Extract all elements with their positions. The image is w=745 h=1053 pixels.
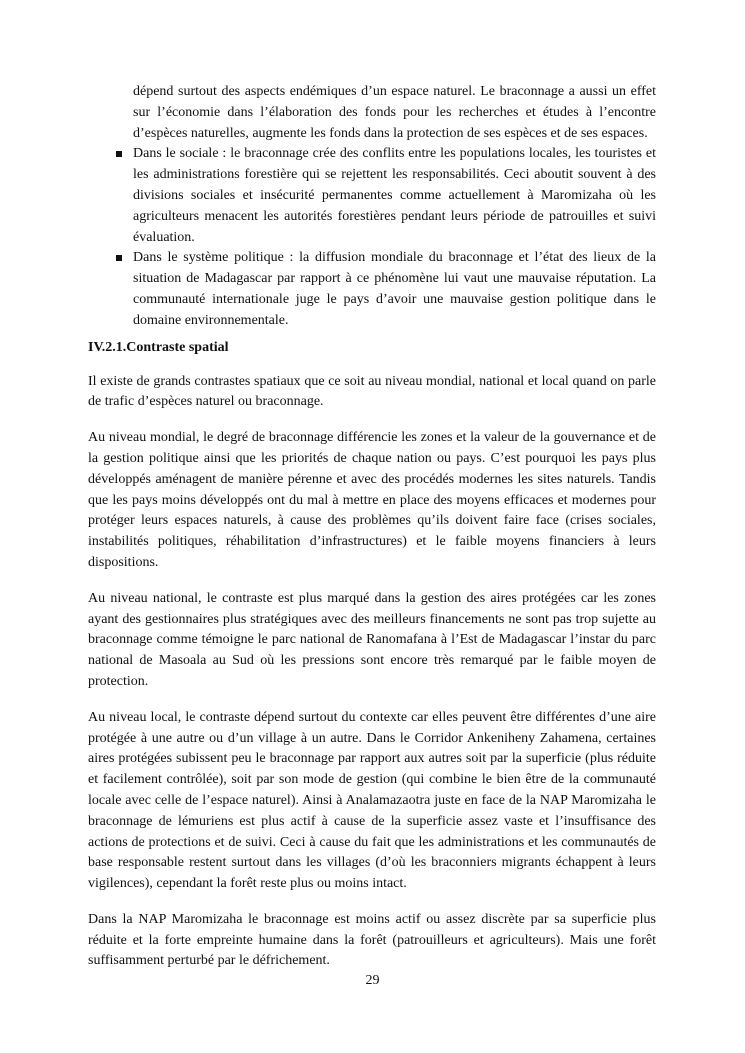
paragraph-local: Au niveau local, le contraste dépend surtout du contexte car elles peuvent être différentes d’une aire protégée à une autre ou d’un village à un autre. Dans le Corridor Ankeniheny Zahamena, certaines aires protégées subissent peu le braconnage par rapport aux autres soit par la superficie (plus réduite et facilement contrôlée), soit par son mode de gestion (qui combine le bien être de la communauté locale avec celle de l’espace naturel). Ainsi à Analamazaotra juste en face de la NAP Maromizaha le braconnage de lémuriens est plus actif à cause de la superficie assez vaste et l’insuffisance des actions de protections et de suivi. Ceci à cause du fait que les administrations et les communautés de base responsable restent surtout dans les villages (d’où les braconniers migrants échappent à leurs vigilences), cependant la forêt reste plus ou moins intact.: [88, 709, 656, 892]
document-page: [88, 82, 656, 987]
bullet-item-social: [133, 144, 656, 248]
section-heading: IV.2.1.Contraste spatial: [88, 339, 229, 355]
paragraph-intro: Il existe de grands contrastes spatiaux que ce soit au niveau mondial, national et local quand on parle de trafic d’espèces naturel ou braconnage.: [88, 373, 656, 410]
bullet-text: Dans le sociale : le braconnage crée des conflits entre les populations locales, les touristes et les administrations forestière qui se rejettent les responsabilités. Ceci aboutit souvent à des divisions sociales et insécurité permanentes comme actuellement à Maromizaha où les agriculteurs menacent les autorités forestières pendant leurs période de patrouilles et suivi évaluation.: [133, 146, 656, 245]
continuation-paragraph: dépend surtout des aspects endémiques d’un espace naturel. Le braconnage a aussi un effet sur l’économie dans l’élaboration des fonds pour les recherches et études à l’encontre d’espèces naturelles, augmente les fonds dans la protection de ses espèces et de ses espaces.: [133, 84, 656, 141]
page-number: 29: [365, 973, 380, 988]
bullet-text: Dans le système politique : la diffusion mondiale du braconnage et l’état des lieux de la situation de Madagascar par rapport à ce phénomène lui vaut une mauvaise réputation. La communauté internationale juge le pays d’avoir une mauvaise gestion politique dans le domaine environnementale.: [133, 250, 656, 328]
square-bullet-icon: [116, 255, 122, 261]
paragraph-maromizaha: Dans la NAP Maromizaha le braconnage est moins actif ou assez discrète par sa superficie plus réduite et la forte empreinte humaine dans la forêt (patrouilleurs et agriculteurs). Mais une forêt suffisamment perturbé par le défrichement.: [88, 911, 656, 969]
square-bullet-icon: [116, 151, 122, 157]
paragraph-mondial: Au niveau mondial, le degré de braconnage différencie les zones et la valeur de la gouvernance et de la gestion politique ainsi que les priorités de chaque nation ou pays. C’est pourquoi les pays plus développés aménagent de manière pérenne et avec des procédés modernes les sites naturels. Tandis que les pays moins développés ont du mal à mettre en place des moyens efficaces et modernes pour protéger leurs espaces naturels, à cause des problèmes qu’ils doivent faire face (crises sociales, instabilités politiques, réhabilitation d’infrastructures) et le faible moyens financiers à leurs dispositions.: [88, 430, 656, 570]
paragraph-national: Au niveau national, le contraste est plus marqué dans la gestion des aires protégées car les zones ayant des gestionnaires plus stratégiques avec des meilleurs financements ne sont pas trop sujette au braconnage comme témoigne le parc national de Ranomafana à l’Est de Madagascar l’instar du parc national de Masoala au Sud où les pressions sont encore très remarqué par le faible moyen de protection.: [88, 590, 656, 689]
bullet-item-politique: [133, 248, 656, 331]
